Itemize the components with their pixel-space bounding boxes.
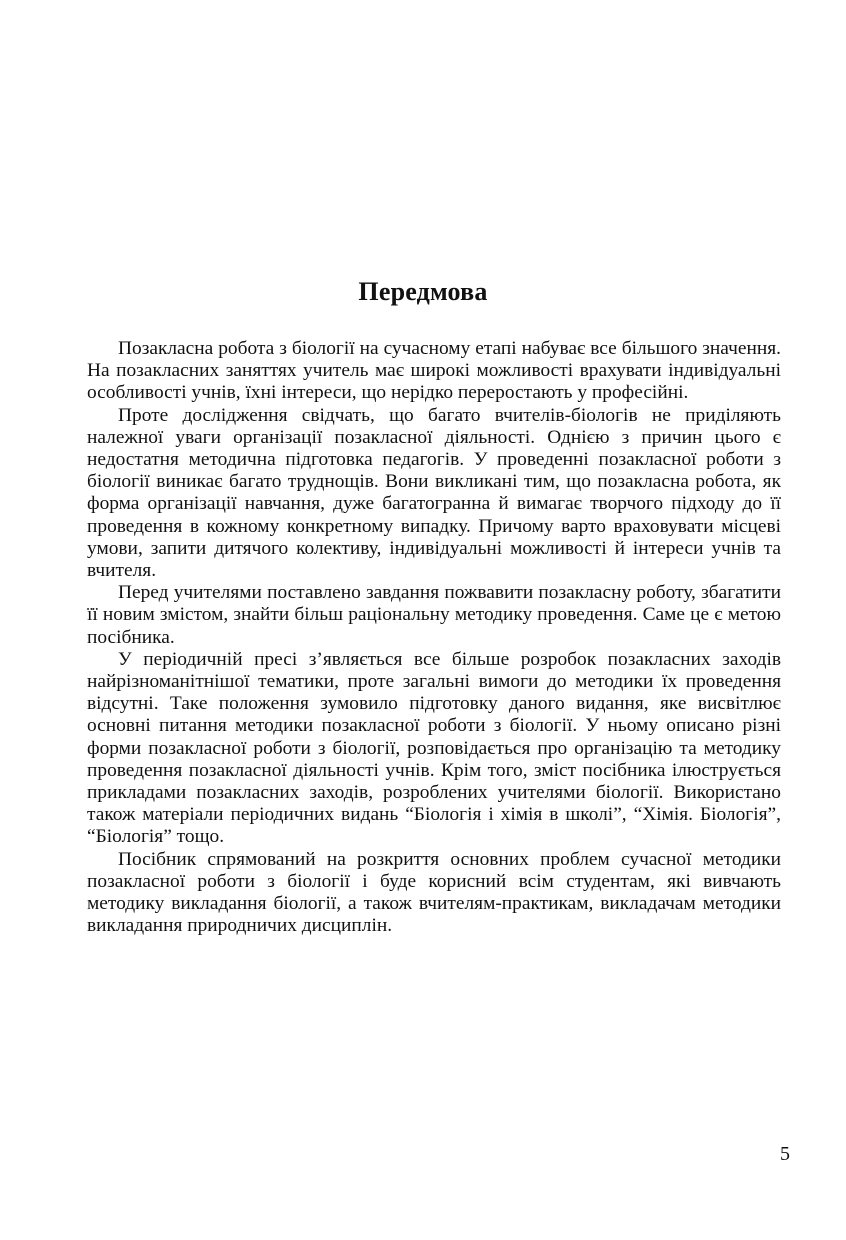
paragraph-3: Перед учителями поставлено завдання пожвавити позакласну роботу, збагатити її новим змістом, знайти більш раціональну методику проведення. Саме це є метою посібника. <box>87 582 781 648</box>
paragraph-4: У періодичній пресі з’являється все більше розробок позакласних заходів найрізноманітнішої тематики, проте загальні вимоги до методики їх проведення відсутні. Таке положення зумовило підготовку даного видання, яке висвітлює основні питання методики позакласної роботи з біології. У ньому описано різні форми позакласної роботи з біології, розповідається про організацію та методику проведення позакласної діяльності учнів. Крім того, зміст посібника ілюструється прикладами позакласних заходів, розроблених учителями біології. Використано також матеріали періодичних видань “Біологія і хімія в школі”, “Хімія. Біологія”, “Біологія” тощо. <box>87 648 781 848</box>
page-number: 5 <box>780 1143 790 1165</box>
page-title: Передмова <box>358 277 488 306</box>
paragraph-1: Позакласна робота з біології на сучасному етапі набуває все більшого значення. На позакласних заняттях учитель має широкі можливості врахувати індивідуальні особливості учнів, їхні інтереси, що нерідко переростають у професійні. <box>87 338 781 404</box>
preface-body <box>87 338 781 937</box>
paragraph-5: Посібник спрямований на розкриття основних проблем сучасної методики позакласної роботи з біології і буде корисний всім студентам, які вивчають методику викладання біології, а також вчителям-практикам, викладачам методики викладання природничих дисциплін. <box>87 848 781 937</box>
paragraph-2: Проте дослідження свідчать, що багато вчителів-біологів не приділяють належної уваги організації позакласної діяльності. Однією з причин цього є недостатня методична підготовка педагогів. У проведенні позакласної роботи з біології виникає багато труднощів. Вони викликані тим, що позакласна робота, як форма організації навчання, дуже багатогранна й вимагає творчого підходу до її проведення в кожному конкретному випадку. Причому варто враховувати місцеві умови, запити дитячого колективу, індивідуальні можливості й інтереси учнів та вчителя. <box>87 404 781 582</box>
